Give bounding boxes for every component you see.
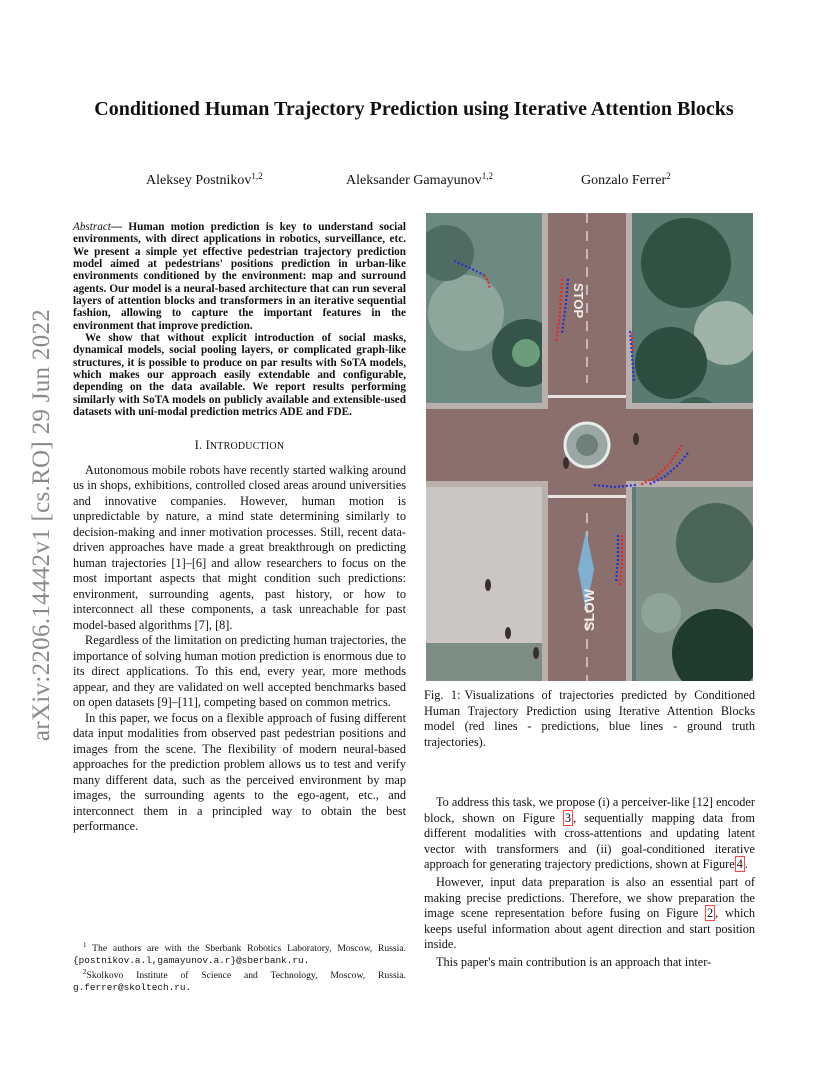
intro-paragraph-2: Regardless of the limitation on predicting human trajectories, the importance of solving human motion prediction is enormous due to its direct applications. To this end, every year, more methods appear, and they are validated on well accepted benchmarks based on open datasets [9]–[11], competing based on common metrics. <box>73 633 406 709</box>
pedestrian <box>533 647 539 659</box>
intro-paragraph-1: Autonomous mobile robots have recently started walking around us in shops, exhibitions, controlled closed areas around universities and innovative companies. However, human motion is unpredictable by nature, a mind state determining similarly to decision-making and inner motivation processes. Still, recent data-driven approaches have made a great breakthrough on predicting human trajectories [1]–[6] and allow researchers to focus on the most important aspects that might condition such predictions: environment, surrounding agents, past history, or how to interconnect all these components, a task unreachable for past model-based algorithms [7], [8]. <box>73 462 406 632</box>
author-3: Gonzalo Ferrer$^2$ <box>581 171 671 188</box>
sidewalk <box>542 481 548 681</box>
shrub <box>428 275 504 351</box>
author-2: Aleksander Gamayunov$^{1,2}$ <box>346 171 493 188</box>
left-column <box>73 221 406 835</box>
tree <box>641 218 731 308</box>
roundabout-center <box>576 434 598 456</box>
footnotes <box>73 940 406 994</box>
lawn <box>426 643 546 681</box>
tree <box>676 503 753 583</box>
right-paragraph-1: To address this task, we propose (i) a perceiver-like [12] encoder block, shown on Figure 3 , sequentially mapping data from different modalities with cross-attentions and updating latent vector with transformers and (ii) goal-conditioned iterative approach for generating trajectory predictions, shown at Figure 4 . <box>424 795 755 872</box>
tree <box>635 327 707 399</box>
abstract-paragraph-2: We show that without explicit introduction of social masks, dynamical models, social pooling layers, or complicated graph-like structures, it is possible to produce on par results with SoTA models, which makes our approach easily extendable and configurable, depending on the data available. We report results performing similarly with SoTA models on publicly available and extensible-used datasets with uni-modal prediction metrics ADE and FDE. <box>73 332 406 419</box>
paper-title: Conditioned Human Trajectory Prediction using Iterative Attention Blocks <box>94 98 734 120</box>
right-paragraph-2: However, input data preparation is also an essential part of making precise predictions. Therefore, we show preparation the image scene representation before fusing on Figure 2 , which keeps useful information about agent direction and start position inside. <box>424 874 755 952</box>
footnote-1: $^1$ The authors are with the Sberbank Robotics Laboratory, Moscow, Russia. {postnikov.a.l,gamayunov.a.r}@sberbank.ru. <box>73 941 406 966</box>
footnote-2: $^2$Skolkovo Institute of Science and Technology, Moscow, Russia. g.ferrer@skoltech.ru. <box>73 967 406 993</box>
pedestrian <box>505 627 511 639</box>
right-paragraph-3: This paper's main contribution is an approach that inter- <box>436 954 712 969</box>
sidewalk <box>426 403 542 409</box>
slow-road-marking: SLOW <box>581 589 597 631</box>
stop-road-marking: STOP <box>571 283 586 319</box>
figure-label: Fig. 1: <box>424 688 461 702</box>
abstract-paragraph-1: Abstract— Human motion prediction is key to understand social environments, with direct applications in robotics, surveillance, etc. We present a simple yet effective pedestrian trajectory prediction model aimed at pedestrians' positions prediction in urban-like environments conditioned by the environment: map and surround agents. Our model is a neural-based architecture that can run several layers of attention blocks and transformers in an iterative sequential fashion, allowing to capture the important features in the environment that improve prediction. <box>73 221 406 332</box>
pedestrian <box>485 579 491 591</box>
sidewalk <box>632 403 753 409</box>
arxiv-id: arXiv:2206.14442v1 [cs.RO] 29 Jun 2022 <box>28 308 55 742</box>
figure-1-caption: Fig. 1: Visualizations of trajectories predicted by Conditioned Human Trajectory Prediction using Iterative Attention Blocks model (red lines - predictions, blue lines - ground truth trajectories). <box>424 688 755 749</box>
author-list <box>80 171 748 191</box>
stop-line <box>548 395 626 398</box>
sidewalk <box>542 213 548 409</box>
figure-reference-4[interactable]: 4 <box>736 857 743 872</box>
abstract-label: Abstract <box>73 221 111 233</box>
pedestrian <box>563 457 569 469</box>
figure-reference-3[interactable]: 3 <box>564 810 572 825</box>
figure-1-aerial-image <box>426 213 753 681</box>
pedestrian <box>633 433 639 445</box>
aerial-scene <box>426 213 753 681</box>
section-heading-introduction: I. INTRODUCTION <box>194 437 285 452</box>
palm-tree-crown <box>512 339 540 367</box>
intro-paragraph-3: In this paper, we focus on a flexible approach of fusing different data input modalities from observed past pedestrian positions and images from the scene. The flexibility of modern neural-based approaches for the prediction problem allows us to test and verify many different data, such as the perceived environment by map images, the surrounding agents to the ego-agent, etc., and interconnect them in a principled way to obtain the best performance. <box>73 710 406 833</box>
shrub <box>641 593 681 633</box>
figure-reference-2[interactable]: 2 <box>706 906 714 921</box>
arxiv-sidebar-stamp <box>22 290 62 760</box>
stop-line <box>548 495 626 498</box>
sidewalk <box>626 213 632 409</box>
sidewalk <box>626 481 632 681</box>
right-column <box>424 795 755 971</box>
sidewalk <box>426 481 542 487</box>
author-1: Aleksey Postnikov$^{1,2}$ <box>146 171 263 188</box>
